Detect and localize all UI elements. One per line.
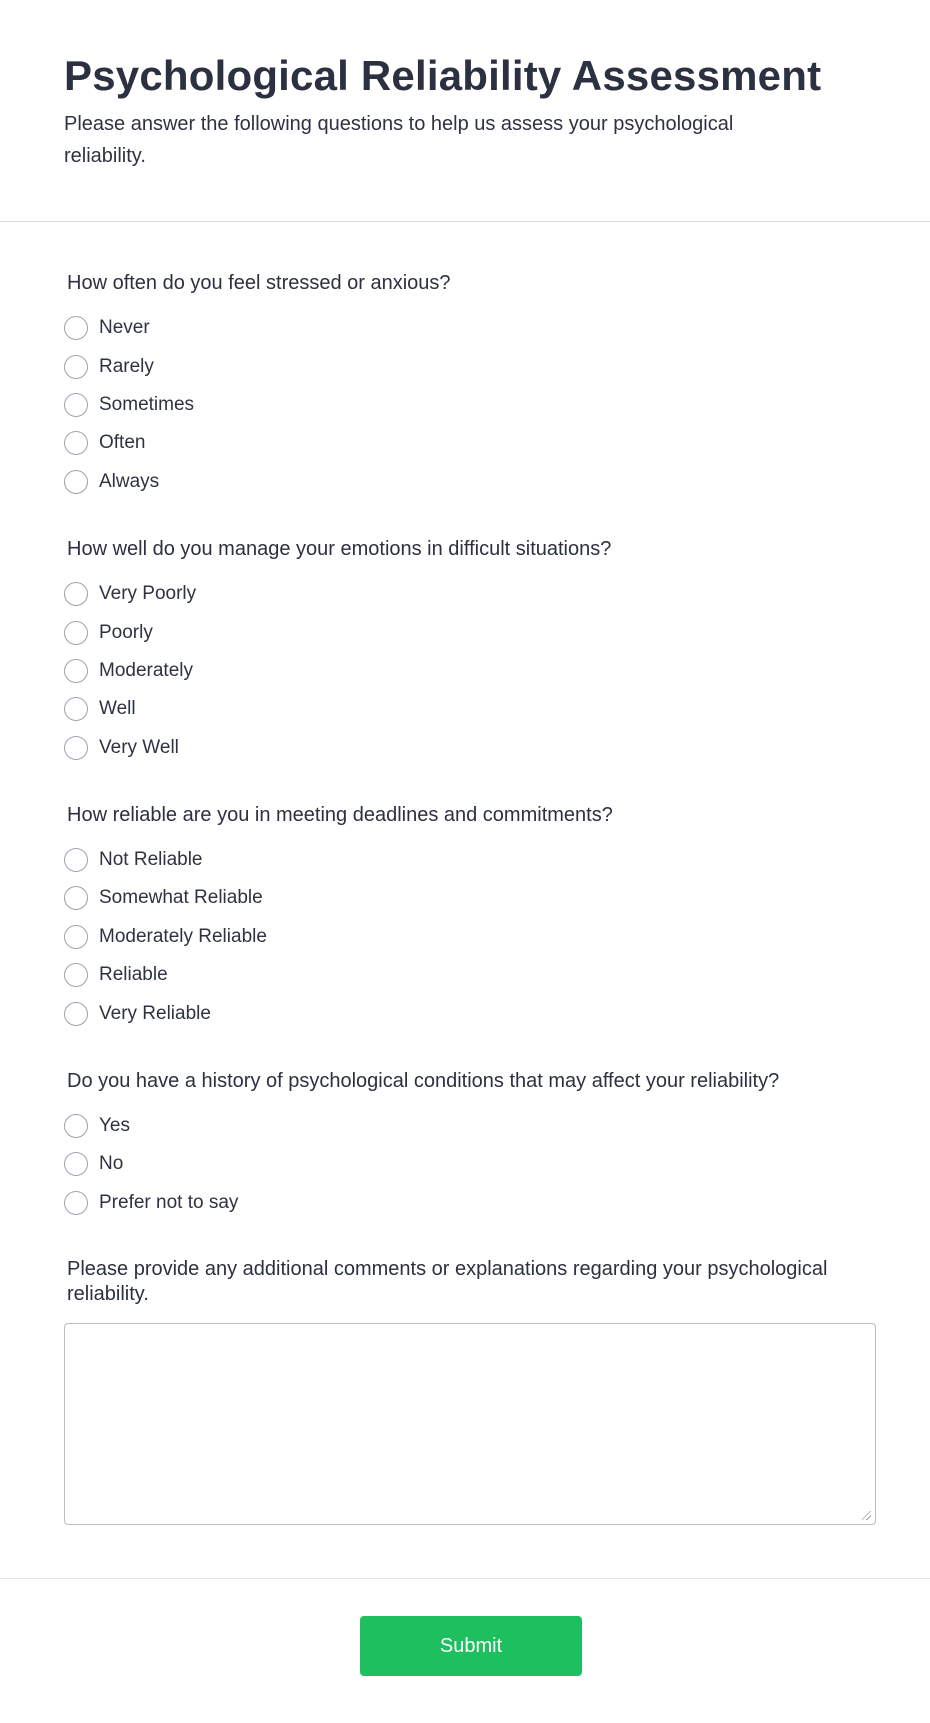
option-never[interactable] (64, 309, 876, 347)
radio-button[interactable] (64, 393, 88, 417)
option-very-poorly[interactable] (64, 575, 876, 613)
option-label: Always (99, 470, 160, 492)
question-label: How often do you feel stressed or anxious? (67, 272, 451, 294)
question-history (64, 1068, 876, 1222)
radio-button[interactable] (64, 582, 88, 606)
option-moderately-reliable[interactable] (64, 918, 876, 956)
question-comments (64, 1257, 876, 1525)
radio-button[interactable] (64, 1002, 88, 1026)
radio-button[interactable] (64, 963, 88, 987)
resize-handle-icon[interactable] (862, 1511, 871, 1520)
radio-button[interactable] (64, 1191, 88, 1215)
option-label: Somewhat Reliable (99, 887, 263, 909)
radio-button[interactable] (64, 925, 88, 949)
option-label: No (99, 1153, 124, 1175)
option-poorly[interactable] (64, 613, 876, 651)
option-not-reliable[interactable] (64, 841, 876, 879)
option-label: Rarely (99, 355, 154, 377)
radio-button[interactable] (64, 886, 88, 910)
option-yes[interactable] (64, 1107, 876, 1145)
option-label: Very Reliable (99, 1002, 211, 1024)
option-label: Moderately (99, 659, 193, 681)
radio-button[interactable] (64, 1114, 88, 1138)
option-label: Prefer not to say (99, 1191, 239, 1213)
question-stress (64, 270, 876, 501)
option-well[interactable] (64, 690, 876, 728)
option-label: Very Well (99, 736, 179, 758)
page-subtitle: Please answer the following questions to help us assess your psychological reliability. (64, 113, 734, 167)
option-label: Moderately Reliable (99, 925, 267, 947)
option-somewhat-reliable[interactable] (64, 879, 876, 917)
option-label: Poorly (99, 621, 153, 643)
radio-button[interactable] (64, 621, 88, 645)
radio-button[interactable] (64, 659, 88, 683)
radio-button[interactable] (64, 697, 88, 721)
option-label: Never (99, 317, 150, 339)
option-no[interactable] (64, 1145, 876, 1183)
question-label: How reliable are you in meeting deadlines and commitments? (67, 803, 613, 826)
radio-button[interactable] (64, 470, 88, 494)
option-label: Yes (99, 1115, 130, 1137)
comments-textarea[interactable] (64, 1323, 876, 1525)
option-sometimes[interactable] (64, 386, 876, 424)
question-deadlines (64, 802, 876, 1033)
question-label: Do you have a history of psychological conditions that may affect your reliability? (67, 1069, 780, 1092)
option-label: Well (99, 698, 136, 720)
form-header (0, 0, 930, 222)
option-label: Often (99, 432, 146, 454)
option-label: Sometimes (99, 393, 195, 415)
option-reliable[interactable] (64, 956, 876, 994)
option-label: Very Poorly (99, 583, 197, 605)
radio-button[interactable] (64, 736, 88, 760)
comments-wrapper (64, 1323, 876, 1525)
option-label: Reliable (99, 964, 168, 986)
radio-button[interactable] (64, 431, 88, 455)
option-label: Not Reliable (99, 849, 203, 871)
option-very-well[interactable] (64, 729, 876, 767)
page-title: Psychological Reliability Assessment (64, 52, 822, 99)
comments-label: Please provide any additional comments or explanations regarding your psychological reliability. (67, 1258, 828, 1306)
option-always[interactable] (64, 463, 876, 501)
radio-button[interactable] (64, 355, 88, 379)
option-often[interactable] (64, 424, 876, 462)
assessment-form (64, 270, 876, 1560)
submit-button[interactable]: Submit (360, 1616, 582, 1676)
option-very-reliable[interactable] (64, 994, 876, 1032)
option-moderately[interactable] (64, 652, 876, 690)
option-rarely[interactable] (64, 347, 876, 385)
radio-button[interactable] (64, 1152, 88, 1176)
question-emotions (64, 536, 876, 767)
question-label: How well do you manage your emotions in difficult situations? (67, 537, 612, 560)
radio-button[interactable] (64, 848, 88, 872)
form-footer (0, 1578, 930, 1723)
radio-button[interactable] (64, 316, 88, 340)
option-prefer-not-to-say[interactable] (64, 1184, 876, 1222)
